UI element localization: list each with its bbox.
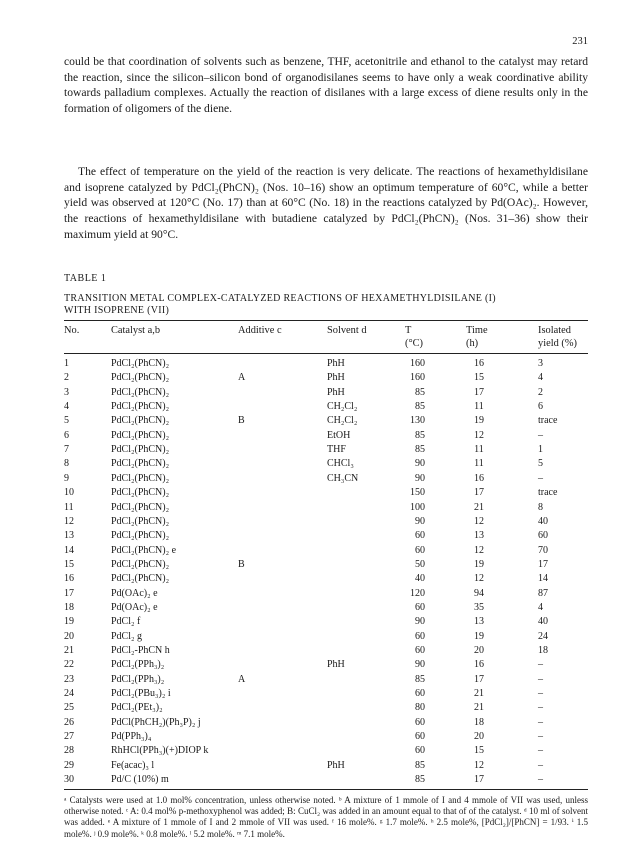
cell-temperature: 85 <box>415 401 425 413</box>
cell-no: 29 <box>64 759 74 771</box>
table-row <box>0 731 624 744</box>
cell-catalyst: Pd(OAc)₂ e <box>111 587 158 599</box>
cell-no: 16 <box>64 573 74 585</box>
cell-temperature: 150 <box>410 487 425 499</box>
table-row <box>0 631 624 644</box>
cell-catalyst: PdCl₂(PBu₃)₂ i <box>111 688 171 700</box>
cell-yield: – <box>538 716 543 728</box>
cell-yield: 17 <box>538 558 548 570</box>
cell-additive: A <box>238 372 246 384</box>
table-row <box>0 502 624 515</box>
cell-catalyst: PdCl₂(PPh₃)₂ <box>111 673 165 685</box>
cell-time: 20 <box>474 645 484 656</box>
cell-yield: 70 <box>538 544 548 556</box>
table-row <box>0 659 624 672</box>
header-yield <box>538 324 577 350</box>
cell-time: 17 <box>474 774 484 786</box>
cell-yield: 4 <box>538 372 543 384</box>
cell-yield: – <box>538 702 543 714</box>
cell-catalyst: PdCl₂(PhCN)₂ <box>111 515 170 527</box>
cell-time: 11 <box>474 444 484 456</box>
cell-no: 8 <box>64 458 69 470</box>
table-row <box>0 545 624 558</box>
cell-solvent: CH₂Cl₂ <box>327 415 358 427</box>
cell-time: 94 <box>474 587 484 599</box>
cell-time: 18 <box>474 716 484 728</box>
table-row <box>0 616 624 629</box>
cell-temperature: 85 <box>415 774 425 786</box>
cell-time: 11 <box>474 401 484 413</box>
table-row <box>0 487 624 500</box>
cell-catalyst: PdCl₂(PhCN)₂ e <box>111 544 177 556</box>
header-temperature-unit: (°C) <box>405 338 424 349</box>
cell-temperature: 100 <box>410 501 425 513</box>
cell-catalyst: PdCl₂(PhCN)₂ <box>111 429 170 441</box>
cell-solvent: PhH <box>327 386 345 398</box>
cell-yield: – <box>538 659 543 671</box>
cell-yield: – <box>538 745 543 757</box>
cell-temperature: 90 <box>415 616 425 628</box>
cell-no: 27 <box>64 731 74 743</box>
cell-yield: – <box>538 774 543 786</box>
cell-solvent: PhH <box>327 372 345 384</box>
cell-temperature: 120 <box>410 587 425 599</box>
cell-solvent: EtOH <box>327 429 351 441</box>
cell-yield: 2 <box>538 386 543 398</box>
cell-yield: 4 <box>538 601 543 613</box>
cell-time: 17 <box>474 487 484 499</box>
cell-additive: B <box>238 558 245 570</box>
cell-no: 14 <box>64 544 74 556</box>
cell-no: 1 <box>64 358 69 369</box>
cell-solvent: THF <box>327 444 346 456</box>
cell-catalyst: PdCl₂(PhCN)₂ <box>111 472 170 484</box>
cell-temperature: 60 <box>415 645 425 656</box>
cell-time: 16 <box>474 472 484 484</box>
header-time <box>466 324 488 350</box>
table-row <box>0 760 624 773</box>
cell-yield: trace <box>538 487 558 499</box>
cell-yield: 3 <box>538 358 543 369</box>
cell-no: 23 <box>64 673 74 685</box>
cell-time: 12 <box>474 759 484 771</box>
cell-temperature: 60 <box>415 530 425 542</box>
table-top-rule <box>64 320 588 321</box>
cell-time: 17 <box>474 673 484 685</box>
cell-solvent: PhH <box>327 759 345 771</box>
cell-no: 7 <box>64 444 69 456</box>
cell-time: 19 <box>474 630 484 642</box>
cell-yield: 5 <box>538 458 543 470</box>
cell-yield: – <box>538 731 543 743</box>
cell-solvent: CHCl₃ <box>327 458 354 470</box>
cell-temperature: 60 <box>415 544 425 556</box>
cell-time: 21 <box>474 702 484 714</box>
table-row <box>0 774 624 787</box>
cell-no: 5 <box>64 415 69 427</box>
cell-no: 20 <box>64 630 74 642</box>
cell-time: 16 <box>474 659 484 671</box>
cell-temperature: 90 <box>415 472 425 484</box>
cell-temperature: 40 <box>415 573 425 585</box>
cell-time: 12 <box>474 515 484 527</box>
cell-temperature: 60 <box>415 601 425 613</box>
cell-no: 11 <box>64 501 74 513</box>
table-row <box>0 444 624 457</box>
cell-temperature: 80 <box>415 702 425 714</box>
cell-no: 9 <box>64 472 69 484</box>
table-row <box>0 415 624 428</box>
table-row <box>0 559 624 572</box>
table-title: TRANSITION METAL COMPLEX-CATALYZED REACTIONS OF HEXAMETHYLDISILANE (I) <box>64 293 496 304</box>
cell-catalyst: PdCl₂-PhCN h <box>111 645 170 656</box>
cell-time: 12 <box>474 573 484 585</box>
cell-no: 28 <box>64 745 74 757</box>
cell-yield: 6 <box>538 401 543 413</box>
cell-yield: – <box>538 673 543 685</box>
paragraph-1: could be that coordination of solvents such as benzene, THF, acetonitrile and ethanol to the catalyst may retard the reaction, since the silicon–silicon bond of organodisilanes seems to have only a weak coordinative ability towards palladium complexes. Actually the reaction of disilanes with a large excess of diene results only in the formation of oligomers of the diene. <box>64 55 588 116</box>
page-number: 231 <box>572 36 588 47</box>
cell-catalyst: PdCl₂(PhCN)₂ <box>111 530 170 542</box>
cell-temperature: 60 <box>415 731 425 743</box>
cell-catalyst: Pd(PPh₃)₄ <box>111 731 152 743</box>
table-row <box>0 387 624 400</box>
cell-additive: B <box>238 415 245 427</box>
table-row <box>0 401 624 414</box>
cell-catalyst: PdCl₂(PhCN)₂ <box>111 386 170 398</box>
cell-time: 20 <box>474 731 484 743</box>
cell-catalyst: PdCl₂(PPh₃)₂ <box>111 659 165 671</box>
cell-time: 15 <box>474 372 484 384</box>
cell-catalyst: PdCl(PhCH₂)(Ph₃P)₂ j <box>111 716 201 728</box>
table-row <box>0 674 624 687</box>
cell-catalyst: Pd/C (10%) m <box>111 774 169 786</box>
cell-catalyst: PdCl₂(PhCN)₂ <box>111 558 170 570</box>
cell-additive: A <box>238 673 246 685</box>
cell-catalyst: PdCl₂(PhCN)₂ <box>111 444 170 456</box>
cell-yield: 87 <box>538 587 548 599</box>
cell-yield: – <box>538 688 543 700</box>
cell-temperature: 60 <box>415 688 425 700</box>
cell-time: 11 <box>474 458 484 470</box>
cell-solvent: CH₂Cl₂ <box>327 401 358 413</box>
cell-no: 19 <box>64 616 74 628</box>
table-title-line2: WITH ISOPRENE (VII) <box>64 305 170 316</box>
cell-time: 21 <box>474 501 484 513</box>
cell-catalyst: Pd(OAc)₂ e <box>111 601 158 613</box>
cell-time: 16 <box>474 358 484 369</box>
cell-temperature: 160 <box>410 358 425 369</box>
cell-temperature: 60 <box>415 716 425 728</box>
table-row <box>0 688 624 701</box>
header-additive: Additive c <box>238 325 282 336</box>
header-temperature-label: T <box>405 325 412 336</box>
cell-time: 15 <box>474 745 484 757</box>
table-row <box>0 588 624 601</box>
table-row <box>0 602 624 615</box>
cell-temperature: 90 <box>415 659 425 671</box>
cell-catalyst: PdCl₂ g <box>111 630 142 642</box>
cell-yield: 40 <box>538 616 548 628</box>
cell-no: 25 <box>64 702 74 714</box>
cell-yield: – <box>538 472 543 484</box>
cell-yield: 8 <box>538 501 543 513</box>
cell-yield: 14 <box>538 573 548 585</box>
table-header-rule <box>64 353 588 354</box>
table-row <box>0 516 624 529</box>
table-row <box>0 358 624 371</box>
cell-catalyst: PdCl₂(PhCN)₂ <box>111 401 170 413</box>
cell-solvent: CH₃CN <box>327 472 359 484</box>
cell-no: 10 <box>64 487 74 499</box>
cell-catalyst: PdCl₂(PhCN)₂ <box>111 501 170 513</box>
header-time-label: Time <box>466 325 488 336</box>
cell-no: 18 <box>64 601 74 613</box>
cell-no: 6 <box>64 429 69 441</box>
cell-catalyst: PdCl₂(PhCN)₂ <box>111 458 170 470</box>
cell-temperature: 85 <box>415 429 425 441</box>
header-no: No. <box>64 325 80 336</box>
header-yield-unit: yield (%) <box>538 338 577 349</box>
cell-temperature: 130 <box>410 415 425 427</box>
cell-no: 30 <box>64 774 74 786</box>
cell-temperature: 160 <box>410 372 425 384</box>
table-row <box>0 717 624 730</box>
cell-time: 13 <box>474 530 484 542</box>
cell-catalyst: PdCl₂(PhCN)₂ <box>111 487 170 499</box>
cell-time: 19 <box>474 558 484 570</box>
cell-no: 17 <box>64 587 74 599</box>
cell-no: 15 <box>64 558 74 570</box>
cell-time: 12 <box>474 544 484 556</box>
cell-temperature: 85 <box>415 673 425 685</box>
cell-no: 3 <box>64 386 69 398</box>
cell-yield: 40 <box>538 515 548 527</box>
cell-solvent: PhH <box>327 659 345 671</box>
cell-temperature: 85 <box>415 759 425 771</box>
table-row <box>0 372 624 385</box>
header-yield-label: Isolated <box>538 325 571 336</box>
table-label: TABLE 1 <box>64 273 107 284</box>
cell-temperature: 60 <box>415 630 425 642</box>
cell-no: 24 <box>64 688 74 700</box>
cell-time: 35 <box>474 601 484 613</box>
cell-time: 19 <box>474 415 484 427</box>
cell-catalyst: PdCl₂(PhCN)₂ <box>111 415 170 427</box>
table-row <box>0 702 624 715</box>
cell-yield: 1 <box>538 444 543 456</box>
table-row <box>0 645 624 658</box>
cell-yield: – <box>538 759 543 771</box>
cell-catalyst: PdCl₂(PhCN)₂ <box>111 372 170 384</box>
cell-temperature: 85 <box>415 444 425 456</box>
cell-no: 22 <box>64 659 74 671</box>
header-time-unit: (h) <box>466 338 479 349</box>
cell-catalyst: PdCl₂(PhCN)₂ <box>111 358 170 369</box>
cell-temperature: 90 <box>415 515 425 527</box>
cell-solvent: PhH <box>327 358 345 369</box>
header-catalyst: Catalyst a,b <box>111 325 161 336</box>
cell-temperature: 60 <box>415 745 425 757</box>
cell-catalyst: RhHCl(PPh₃)(+)DIOP k <box>111 745 209 757</box>
cell-yield: – <box>538 429 543 441</box>
cell-no: 4 <box>64 401 69 413</box>
cell-temperature: 85 <box>415 386 425 398</box>
table-row <box>0 745 624 758</box>
cell-yield: 60 <box>538 530 548 542</box>
table-row <box>0 458 624 471</box>
table-footnotes: ᵃ Catalysts were used at 1.0 mol% concentration, unless otherwise noted. ᵇ A mixture of 1 mmole of I and 4 mmole of VII was used, unless otherwise noted. ᶜ A: 0.4 mol% p-methoxyphenol was added; B: CuCl₂ was added in an amount equal to that of of the catalyst. ᵈ 10 ml of solvent was added. ᵉ A mixture of 1 mmole of I and 2 mmole of VII was used. ᶠ 16 mole%. ᵍ 1.7 mole%. ʰ 2.5 mole%, [PdCl₂]/[PhCN] = 1/93. ⁱ 1.5 mole%. ʲ 0.9 mole%. ᵏ 0.8 mole%. ˡ 5.2 mole%. ᵐ 7.1 mole%. <box>64 795 588 839</box>
table-bottom-rule <box>64 789 588 790</box>
cell-time: 21 <box>474 688 484 700</box>
header-solvent: Solvent d <box>327 325 367 336</box>
cell-yield: trace <box>538 415 558 427</box>
table-row <box>0 573 624 586</box>
cell-catalyst: PdCl₂ f <box>111 616 141 628</box>
cell-no: 12 <box>64 515 74 527</box>
cell-time: 17 <box>474 386 484 398</box>
cell-catalyst: PdCl₂(PEt₃)₂ <box>111 702 163 714</box>
cell-no: 2 <box>64 372 69 384</box>
cell-no: 13 <box>64 530 74 542</box>
table-row <box>0 530 624 543</box>
cell-catalyst: Fe(acac)₃ l <box>111 759 155 771</box>
table-row <box>0 473 624 486</box>
cell-no: 26 <box>64 716 74 728</box>
cell-temperature: 90 <box>415 458 425 470</box>
paragraph-2: The effect of temperature on the yield of the reaction is very delicate. The reactions of hexamethyldisilane and isoprene catalyzed by PdCl₂(PhCN)₂ (Nos. 10–16) show an optimum temperature of 60°C, while a better yield was observed at 120°C (No. 17) than at 60°C (No. 18) in the reactions catalyzed by Pd(OAc)₂. However, the reactions of hexamethyldisilane with butadiene catalyzed by PdCl₂(PhCN)₂ (Nos. 31–36) show their maximum yield at 90°C. <box>64 165 588 241</box>
cell-temperature: 50 <box>415 558 425 570</box>
table-row <box>0 430 624 443</box>
cell-no: 21 <box>64 645 74 656</box>
cell-yield: 24 <box>538 630 548 642</box>
cell-catalyst: PdCl₂(PhCN)₂ <box>111 573 170 585</box>
cell-time: 12 <box>474 429 484 441</box>
cell-time: 13 <box>474 616 484 628</box>
header-temperature <box>405 324 423 350</box>
cell-yield: 18 <box>538 645 548 656</box>
